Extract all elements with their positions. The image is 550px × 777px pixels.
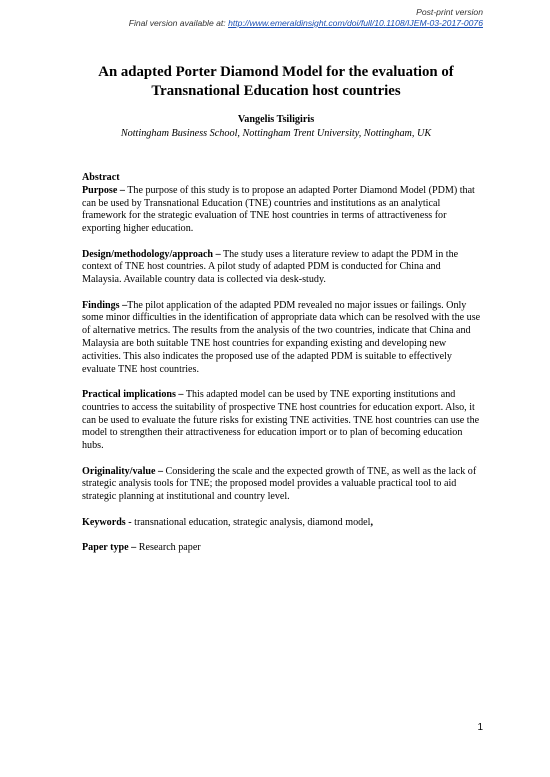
author-name: Vangelis Tsiligiris [237, 114, 315, 125]
keywords-label: Keywords - [82, 516, 132, 528]
purpose-paragraph [82, 185, 482, 236]
originality-label: Originality/value – [82, 465, 164, 477]
paper-title: An adapted Porter Diamond Model for the evaluation of Transnational Education host countries [98, 64, 454, 99]
paper-type-label: Paper type – [82, 541, 137, 553]
header-final-prefix: Final version available at: [128, 18, 229, 28]
findings-paragraph [82, 300, 482, 377]
keywords-paragraph [82, 517, 482, 530]
design-text: The study uses a literature review to adapt the PDM in the context of TNE host countries. A pilot study of adapted PDM is conducted for China and Malaysia. Available country data is collected via desk-study. [82, 248, 459, 286]
design-label: Design/methodology/approach – [82, 248, 221, 260]
originality-paragraph [82, 466, 482, 504]
design-paragraph [82, 249, 482, 287]
originality-text: Considering the scale and the expected growth of TNE, as well as the lack of strategic analysis tools for TNE; the proposed model provides a valuable practical tool to aid strategic planning at institutional and country level. [82, 465, 477, 503]
abstract-section [82, 172, 482, 567]
header-final-version [129, 18, 483, 29]
findings-label: Findings – [82, 299, 128, 311]
findings-text: The pilot application of the adapted PDM revealed no major issues or failings. Only some minor difficulties in the identification of appropriate data which can be resolved with the use of alternative metrics. The results from the analysis of the two countries, indicate that China and Malaysia are both suitable TNE host countries for expanding existing and developing new activities. This also indicates the proposed use of the adapted PDM is suitable to effectively evaluate TNE host countries. [82, 299, 481, 375]
author-affiliation: Nottingham Business School, Nottingham Trent University, Nottingham, UK [120, 128, 432, 139]
abstract-heading: Abstract [82, 172, 120, 183]
practical-text: This adapted model can be used by TNE exporting institutions and countries to access the suitability of prospective TNE host countries for education export. Also, it can be used to evaluate the future risks for existing TNE activities. TNE host countries can use the model to strengthen their attractiveness for education import or to plan of becoming education hubs. [82, 388, 480, 452]
paper-type-paragraph [82, 542, 482, 555]
practical-label: Practical implications – [82, 388, 184, 400]
purpose-text: The purpose of this study is to propose an adapted Porter Diamond Model (PDM) that can be used by Transnational Education (TNE) countries and institutions as an analytical framework for the strategic evaluation of TNE host countries in terms of attractiveness for exporting higher education. [82, 184, 475, 235]
header-version: Post-print version [416, 7, 483, 17]
keywords-text: transnational education, strategic analysis, diamond model [131, 516, 371, 528]
page-number: 1 [477, 722, 483, 733]
paper-type-text: Research paper [136, 541, 201, 553]
keywords-trail: , [370, 516, 373, 528]
practical-paragraph [82, 389, 482, 453]
purpose-label: Purpose – [82, 184, 125, 196]
doi-link[interactable]: http://www.emeraldinsight.com/doi/full/10.1108/IJEM-03-2017-0076 [228, 18, 483, 28]
